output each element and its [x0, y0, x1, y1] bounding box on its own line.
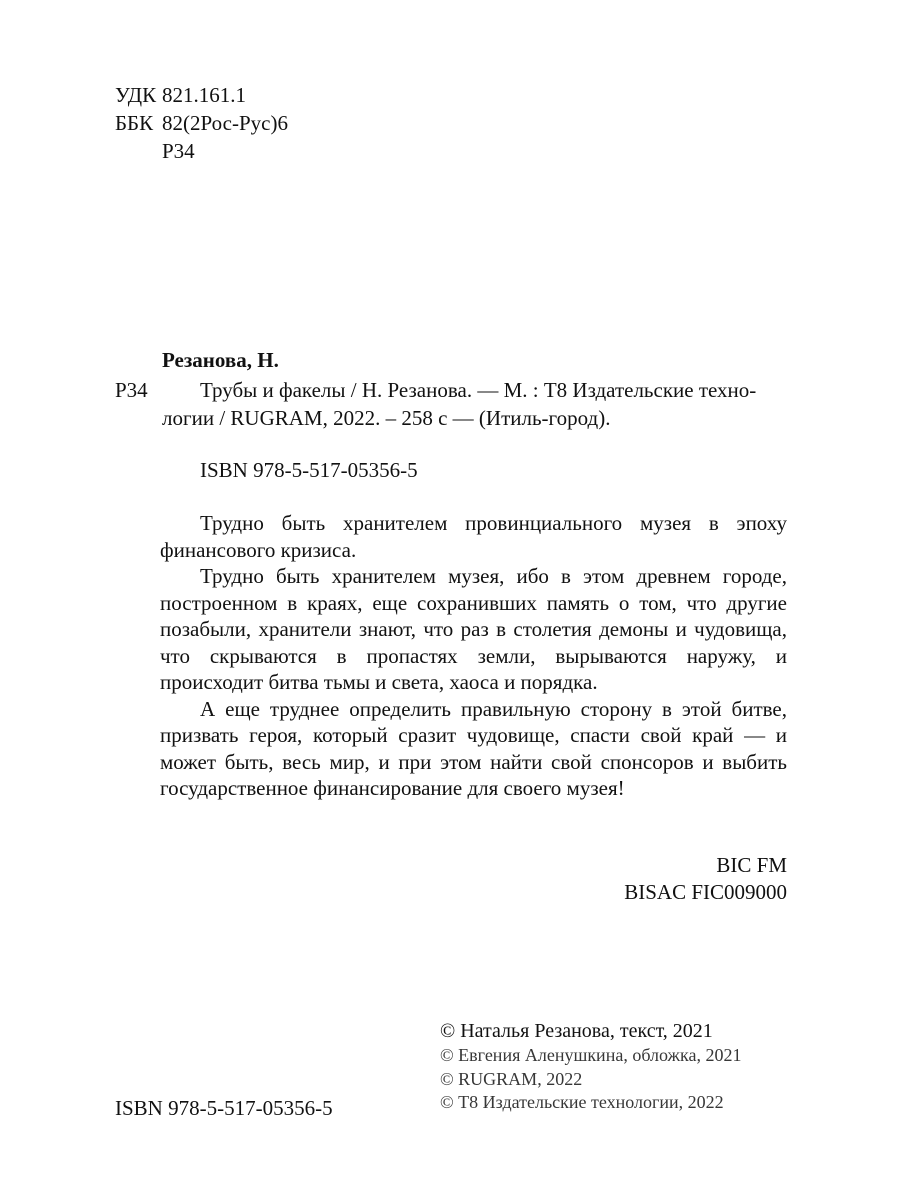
copyright-rugram: © RUGRAM, 2022: [440, 1069, 583, 1089]
annotation-paragraph: А еще труднее определить правильную сторону в этой битве, призвать героя, который сразит чудовище, спасти свой край — и может быть, весь мир, и при этом найти свой спонсоров и выбить государственное финансирование для своего музея!: [160, 696, 787, 800]
bisac-code: BISAC FIC009000: [624, 880, 787, 904]
author-heading: Резанова, Н.: [162, 348, 279, 372]
subject-codes: [500, 852, 787, 906]
bbk-label: ББК: [115, 111, 154, 135]
annotation: [160, 510, 787, 802]
bbk-value: 82(2Рос-Рус)6: [162, 111, 288, 135]
footer-isbn: ISBN 978-5-517-05356-5: [115, 1096, 333, 1120]
bic-code: BIC FM: [716, 853, 787, 877]
copyright-author: © Наталья Резанова, текст, 2021: [440, 1020, 713, 1042]
entry-mark: Р34: [115, 378, 148, 402]
udk-line: [115, 82, 246, 108]
bbk-line: [115, 110, 288, 136]
udk-value: 821.161.1: [162, 83, 246, 107]
annotation-paragraph: Трудно быть хранителем провинциального музея в эпоху финансового кризиса.: [160, 511, 787, 562]
entry-isbn: ISBN 978-5-517-05356-5: [200, 458, 418, 482]
description-line-2: логии / RUGRAM, 2022. – 258 с — (Итиль-город).: [162, 406, 611, 430]
copyright-cover: © Евгения Аленушкина, обложка, 2021: [440, 1045, 742, 1065]
annotation-paragraph: Трудно быть хранителем музея, ибо в этом древнем городе, построенном в краях, еще сохранивших память о том, что другие позабыли, хранители знают, что раз в столетия демоны и чудовища, что скрываются в пропастях земли, вырываются наружу, и происходит битва тьмы и света, хаоса и порядка.: [160, 564, 787, 694]
description-line-1: Трубы и факелы / Н. Резанова. — М. : Т8 Издательские техно-: [200, 378, 757, 402]
author-mark-top: Р34: [162, 139, 195, 163]
udk-label: УДК: [115, 83, 157, 107]
copyright-t8: © Т8 Издательские технологии, 2022: [440, 1092, 724, 1112]
